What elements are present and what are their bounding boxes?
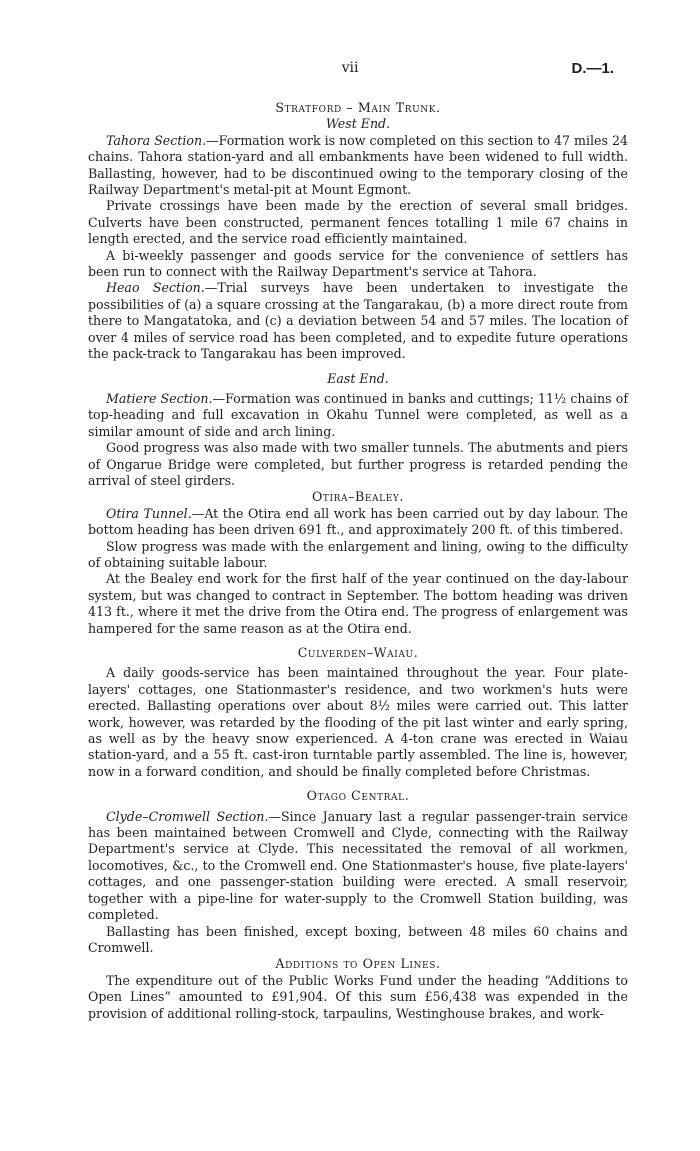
otira-tunnel-label: Otira Tunnel. xyxy=(106,505,192,521)
subheading-west-end: West End. xyxy=(325,116,391,132)
matiere-label: Matiere Section. xyxy=(106,390,213,406)
paragraph-ballasting: Ballasting has been finished, except boxing, between 48 miles 60 chains and Cromwell. xyxy=(88,923,628,955)
page-header xyxy=(0,60,700,82)
paragraph-otira-tunnel xyxy=(88,506,628,539)
tahora-text: —Formation work is now completed on this section to 47 miles 24 chains. Tahora station-yard and all embankments have been widened to full width. Ballasting, however, had to be discontinued owing to the temporary closing of the Railway Department's metal-pit at Mount Egmont. xyxy=(88,132,628,198)
heading-culverden-waiau: Culverden–Waiau. xyxy=(297,645,419,660)
heao-text: —Trial surveys have been undertaken to investigate the possibilities of (a) a square crossing at the Tangarakau, (b) a more direct route from there to Mangatatoka, and (c) a deviation between 54 and 57 miles. The location of over 4 miles of service road has been completed, and to expedite future operations the pack-track to Tangarakau has been improved. xyxy=(88,280,628,362)
heading-otira-bealey: Otira–Bealey. xyxy=(311,489,405,505)
otira-tunnel-text: —At the Otira end all work has been carried out by day labour. The bottom heading has been driven 691 ft., and approximately 200 ft. of this timbered. xyxy=(88,505,628,538)
heading-additions-open-lines: Additions to Open Lines. xyxy=(275,956,441,972)
document-code: D.—1. xyxy=(571,60,614,77)
paragraph-good-progress: Good progress was also made with two smaller tunnels. The abutments and piers of Ongarue Bridge were completed, but further progress is retarded pending the arrival of steel girders. xyxy=(88,440,628,488)
paragraph-clyde-cromwell xyxy=(88,809,628,924)
paragraph-matiere xyxy=(88,391,628,440)
paragraph-culverden: A daily goods-service has been maintained throughout the year. Four plate-layers' cottages, one Stationmaster's residence, and two workmen's huts were erected. Ballasting operations over about 8½ miles were carried out. This latter work, however, was retarded by the flooding of the pit last winter and early spring, as well as by the heavy snow experienced. A 4-ton crane was erected in Waiau station-yard, and a 55 ft. cast-iron turntable partly assembled. The line is, however, now in a forward condition, and should be finally completed before Christmas. xyxy=(88,665,628,779)
heading-otago-central: Otago Central. xyxy=(306,788,410,804)
clyde-cromwell-label: Clyde–Cromwell Section. xyxy=(106,808,269,824)
paragraph-private-crossings: Private crossings have been made by the erection of several small bridges. Culverts have been constructed, permanent fences totalling 1 mile 67 chains in length erected, and the service road efficiently maintained. xyxy=(88,198,628,247)
paragraph-slow-progress: Slow progress was made with the enlargement and lining, owing to the difficulty of obtaining suitable labour. xyxy=(88,538,628,570)
tahora-label: Tahora Section. xyxy=(106,132,207,148)
heading-stratford: Stratford – Main Trunk. xyxy=(275,100,441,115)
page-number: vii xyxy=(341,60,359,76)
paragraph-bealey-end: At the Bealey end work for the first half of the year continued on the day-labour system, but was changed to contract in September. The bottom heading was driven 413 ft., where it met the drive from the Otira end. The progress of enlargement was hampered for the same reason as at the Otira end. xyxy=(88,571,628,636)
paragraph-biweekly-service: A bi-weekly passenger and goods service for the convenience of settlers has been run to connect with the Railway Department's service at Tahora. xyxy=(88,247,628,280)
subheading-east-end: East End. xyxy=(327,370,389,386)
clyde-cromwell-text: —Since January last a regular passenger-train service has been maintained between Cromwell and Clyde, connecting with the Railway Department's service at Clyde. This necessitated the removal of all workmen, locomotives, &c., to the Cromwell end. One Stationmaster's house, five plate-layers' cottages, and one passenger-station building were erected. A small reservoir, together with a pipe-line for water-supply to the Cromwell Station building, was completed. xyxy=(88,808,629,923)
paragraph-additions: The expenditure out of the Public Works Fund under the heading “Additions to Open Lines” amounted to £91,904. Of this sum £56,438 was expended in the provision of additional rolling-stock, tarpaulins, Westinghouse brakes, and work- xyxy=(88,972,628,1021)
paragraph-heao xyxy=(88,280,628,362)
matiere-text: —Formation was continued in banks and cuttings; 11½ chains of top-heading and full excavation in Okahu Tunnel were completed, as well as a similar amount of side and arch lining. xyxy=(88,390,628,439)
paragraph-tahora xyxy=(88,133,628,199)
document-body xyxy=(88,100,628,1022)
heao-label: Heao Section. xyxy=(106,280,205,296)
